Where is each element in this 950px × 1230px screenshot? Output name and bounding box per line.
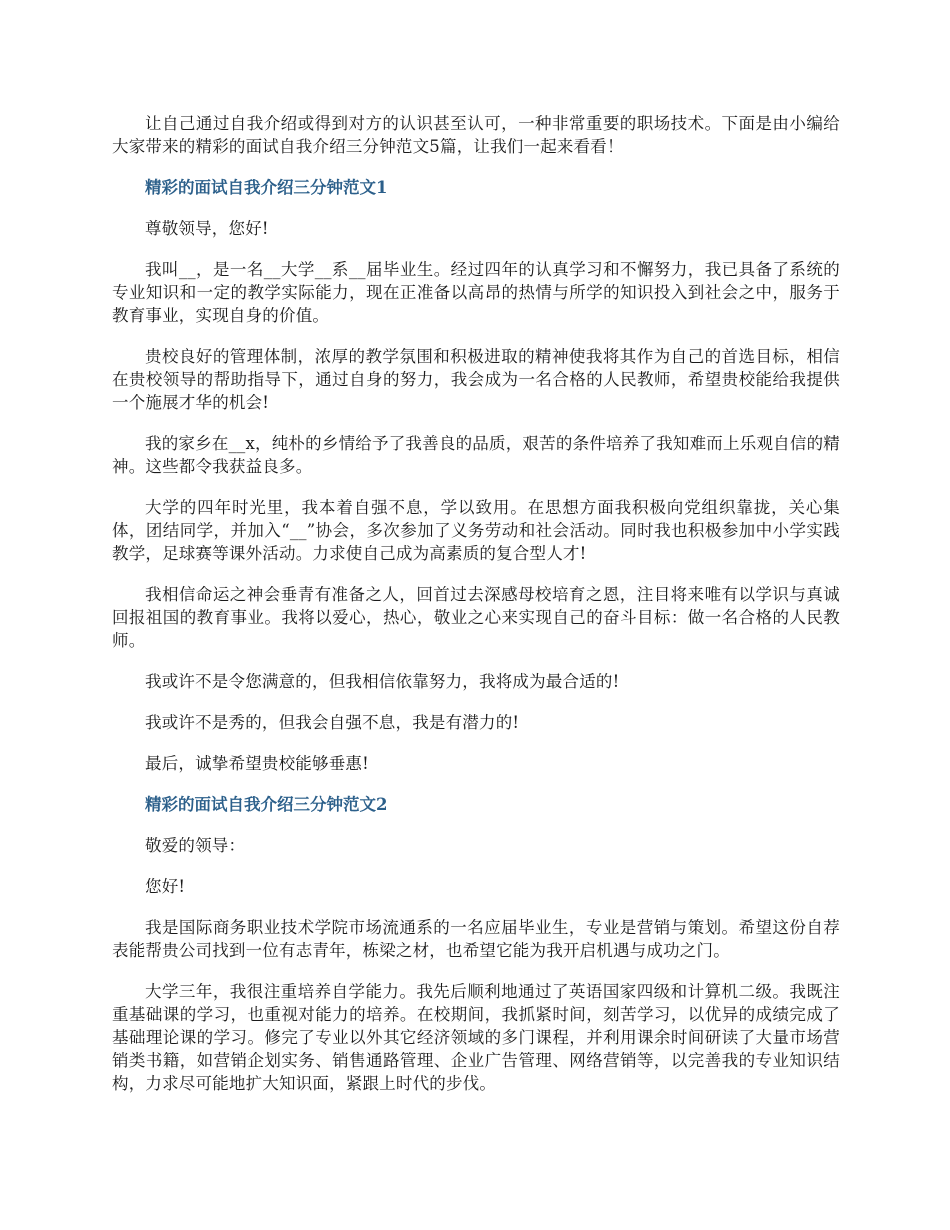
s1-paragraph: 我的家乡在__x，纯朴的乡情给予了我善良的品质，艰苦的条件培养了我知难而上乐观自信的精神。这些都令我获益良多。 [112,434,840,476]
s1-paragraph: 贵校良好的管理体制，浓厚的教学氛围和积极进取的精神使我将其作为自己的首选目标，相信在贵校领导的帮助指导下，通过自身的努力，我会成为一名合格的人民教师，希望贵校能给我提供一个施展才华的机会! [112,347,840,412]
section-2-title: 精彩的面试自我介绍三分钟范文2 [145,795,388,814]
s2-paragraph: 大学三年，我很注重培养自学能力。我先后顺利地通过了英语国家四级和计算机二级。我既注重基础课的学习，也重视对能力的培养。在校期间，我抓紧时间，刻苦学习，以优异的成绩完成了基础理论课的学习。修完了专业以外其它经济领域的多门课程，并利用课余时间研读了大量市场营销类书籍，如营销企划实务、销售通路管理、企业广告管理、网络营销等，以完善我的专业知识结构，力求尽可能地扩大知识面，紧跟上时代的步伐。 [112,982,840,1093]
s2-paragraph: 您好! [145,877,186,896]
document-page [112,112,840,1113]
s1-paragraph: 我或许不是秀的，但我会自强不息，我是有潜力的! [145,713,520,732]
s1-paragraph: 大学的四年时光里，我本着自强不息，学以致用。在思想方面我积极向党组织靠拢，关心集体，团结同学，并加入“__”协会，多次参加了义务劳动和社会活动。同时我也积极参加中小学实践教学，足球赛等课外活动。力求使自己成为高素质的复合型人才! [112,498,840,563]
s2-paragraph: 我是国际商务职业技术学院市场流通系的一名应届毕业生，专业是营销与策划。希望这份自荐表能帮贵公司找到一位有志青年，栋梁之材，也希望它能为我开启机遇与成功之门。 [112,918,840,960]
intro-paragraph: 让自己通过自我介绍或得到对方的认识甚至认可，一种非常重要的职场技术。下面是由小编给大家带来的精彩的面试自我介绍三分钟范文5篇，让我们一起来看看！ [112,114,840,156]
s1-paragraph: 尊敬领导，您好! [145,219,269,238]
s1-paragraph: 我或许不是令您满意的，但我相信依靠努力，我将成为最合适的! [145,672,620,691]
s1-paragraph: 我相信命运之神会垂青有准备之人，回首过去深感母校培育之恩，注目将来唯有以学识与真诚回报祖国的教育事业。我将以爱心，热心，敬业之心来实现自己的奋斗目标：做一名合格的人民教师。 [112,585,840,650]
s2-paragraph: 敬爱的领导： [145,836,246,855]
s1-paragraph: 我叫__，是一名__大学__系__届毕业生。经过四年的认真学习和不懈努力，我已具备了系统的专业知识和一定的教学实际能力，现在正准备以高昂的热情与所学的知识投入到社会之中，服务于教育事业，实现自身的价值。 [112,260,840,325]
s1-paragraph: 最后，诚挚希望贵校能够垂惠! [145,754,369,773]
section-1-title: 精彩的面试自我介绍三分钟范文1 [145,178,388,197]
